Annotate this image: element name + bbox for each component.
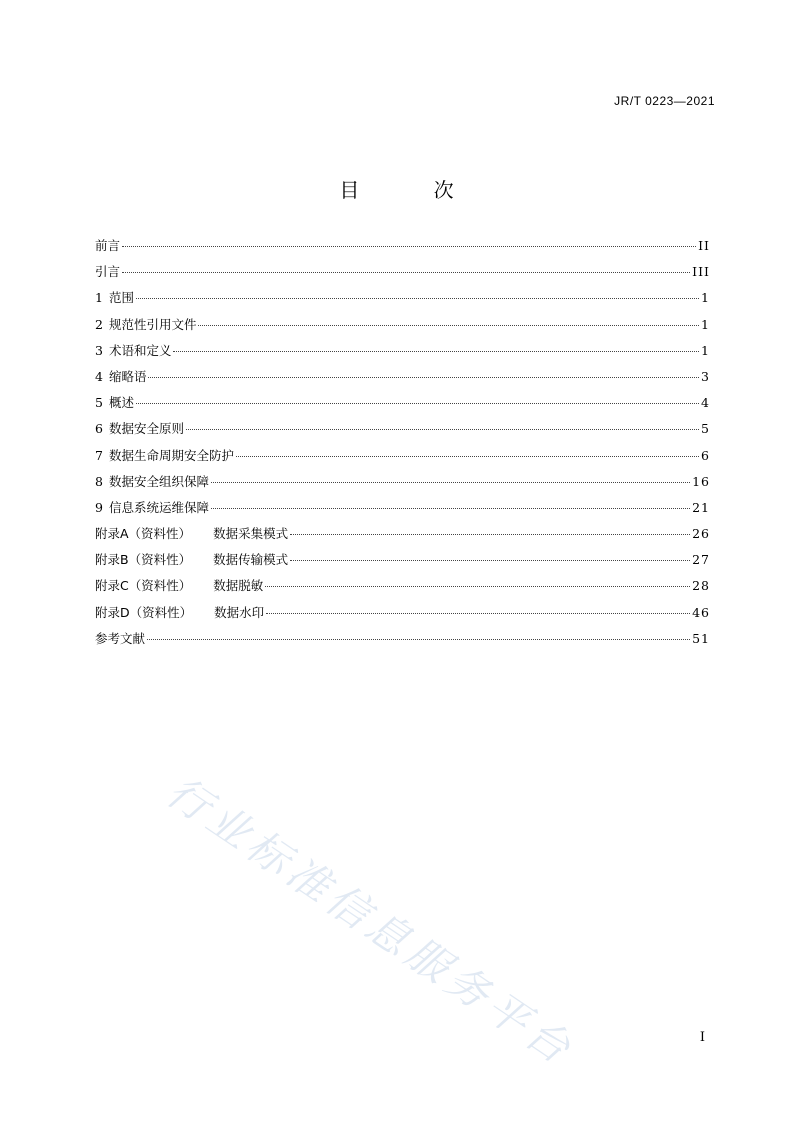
toc-entry-label: 8 数据安全组织保障 (95, 473, 209, 489)
toc-entry-4[interactable] (95, 367, 710, 393)
toc-entry-appendix-d[interactable] (95, 603, 710, 629)
toc-dot-leader (186, 429, 699, 430)
toc-entry-label: 9 信息系统运维保障 (95, 499, 209, 515)
toc-entry-appendix-a[interactable] (95, 524, 710, 550)
table-of-contents (95, 236, 710, 655)
toc-entry-9[interactable] (95, 498, 710, 524)
toc-dot-leader (147, 639, 690, 640)
toc-page-number: 26 (692, 526, 710, 542)
toc-entry-label: 3 术语和定义 (95, 342, 172, 358)
toc-page-number: 4 (701, 395, 710, 411)
toc-dot-leader (122, 272, 690, 273)
toc-entry-label: 引言 (95, 264, 121, 280)
toc-entry-label: 附录B（资料性） 数据传输模式 (95, 552, 289, 568)
document-code: JR/T 0223—2021 (614, 94, 715, 108)
toc-entry-label: 2 规范性引用文件 (95, 316, 197, 332)
toc-entry-label: 附录C（资料性） 数据脱敏 (95, 578, 264, 594)
toc-entry-appendix-b[interactable] (95, 550, 710, 576)
toc-page-number: 3 (701, 368, 710, 384)
page-number: I (699, 1030, 705, 1045)
toc-page-number: 1 (701, 290, 710, 306)
toc-page-number: 1 (701, 342, 710, 358)
toc-entry-foreword[interactable] (95, 236, 710, 262)
toc-entry-label: 7 数据生命周期安全防护 (95, 447, 234, 463)
toc-entry-7[interactable] (95, 446, 710, 472)
toc-entry-6[interactable] (95, 419, 710, 445)
toc-entry-label: 1 范围 (95, 290, 134, 306)
toc-dot-leader (265, 586, 690, 587)
toc-dot-leader (198, 325, 699, 326)
toc-page-number: 5 (701, 421, 710, 437)
toc-page-number: 16 (692, 473, 710, 489)
toc-entry-bibliography[interactable] (95, 629, 710, 655)
toc-entry-8[interactable] (95, 472, 710, 498)
toc-dot-leader (211, 508, 690, 509)
toc-page-number: 1 (701, 316, 710, 332)
toc-entry-label: 附录A（资料性） 数据采集模式 (95, 526, 289, 542)
toc-entry-label: 附录D（资料性） 数据水印 (95, 604, 265, 620)
toc-page-number: 21 (692, 499, 710, 515)
toc-entry-label: 4 缩略语 (95, 368, 147, 384)
page-title: 目 次 (339, 178, 488, 202)
toc-entry-label: 5 概述 (95, 395, 134, 411)
toc-page-number: 51 (692, 630, 710, 646)
toc-entry-3[interactable] (95, 341, 710, 367)
toc-dot-leader (136, 403, 699, 404)
toc-dot-leader (211, 482, 690, 483)
watermark: 行业标准信息服务平台 (158, 766, 584, 1076)
toc-page-number: 28 (692, 578, 710, 594)
toc-dot-leader (122, 246, 696, 247)
toc-dot-leader (173, 351, 699, 352)
toc-page-number: 27 (692, 552, 710, 568)
toc-entry-label: 前言 (95, 238, 121, 253)
toc-page-number: 46 (692, 604, 710, 620)
toc-dot-leader (136, 298, 699, 299)
toc-page-number: 6 (701, 447, 710, 463)
toc-dot-leader (236, 456, 699, 457)
toc-dot-leader (266, 613, 690, 614)
toc-dot-leader (148, 377, 699, 378)
toc-entry-1[interactable] (95, 288, 710, 314)
toc-entry-5[interactable] (95, 393, 710, 419)
toc-entry-introduction[interactable] (95, 262, 710, 288)
toc-entry-2[interactable] (95, 315, 710, 341)
toc-entry-appendix-c[interactable] (95, 576, 710, 602)
toc-entry-label: 参考文献 (95, 630, 146, 646)
toc-page-number: II (698, 238, 710, 253)
toc-dot-leader (290, 534, 690, 535)
toc-entry-label: 6 数据安全原则 (95, 421, 184, 437)
toc-page-number: III (692, 264, 710, 280)
toc-dot-leader (290, 560, 690, 561)
